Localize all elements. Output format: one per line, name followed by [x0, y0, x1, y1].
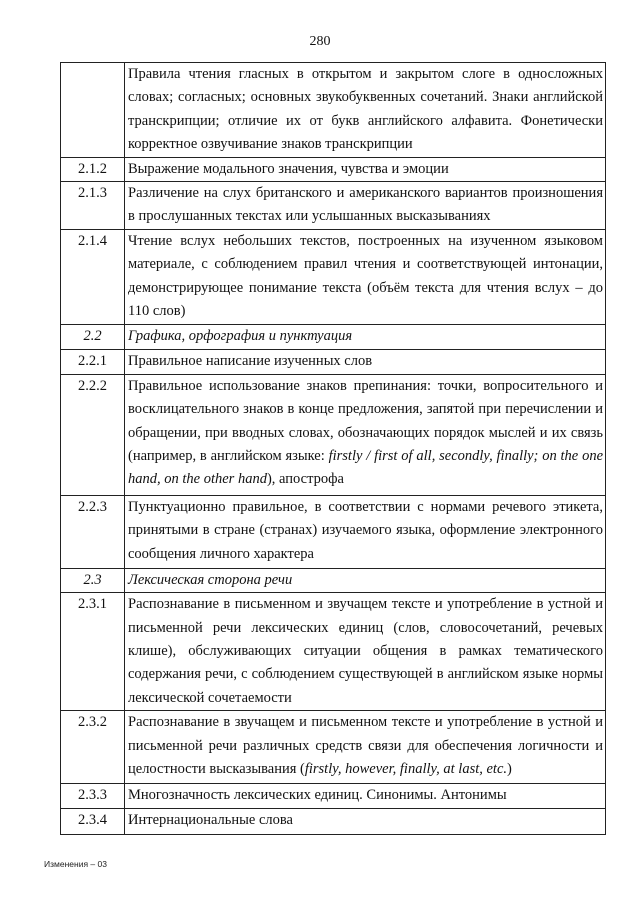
- table-row: [61, 182, 606, 230]
- table-row-section: [61, 568, 606, 592]
- row-text-italic: firstly / first of all, secondly, finally; on the one hand, on the other hand: [128, 448, 604, 488]
- row-code: 2.2.2: [61, 374, 125, 495]
- row-text: [125, 711, 606, 784]
- table-row: [61, 229, 606, 324]
- row-code: [61, 63, 125, 158]
- row-text: Многозначность лексических единиц. Синонимы. Антонимы: [125, 784, 606, 808]
- table-row: [61, 349, 606, 374]
- row-text: Выражение модального значения, чувства и эмоции: [125, 157, 606, 181]
- row-text: [125, 374, 606, 495]
- row-code: 2.1.4: [61, 229, 125, 324]
- table-row: [61, 808, 606, 834]
- row-code: 2.3.2: [61, 711, 125, 784]
- footer-revision: Изменения – 03: [44, 859, 107, 869]
- table-row: [61, 711, 606, 784]
- row-text: Интернациональные слова: [125, 808, 606, 834]
- table-row: [61, 593, 606, 711]
- table-row: [61, 495, 606, 568]
- row-code: 2.1.2: [61, 157, 125, 181]
- row-code: 2.2.1: [61, 349, 125, 374]
- page-number: 280: [309, 34, 331, 49]
- row-text: Пунктуационно правильное, в соответствии с нормами речевого этикета, принятыми в стране (странах) изучаемого языка, оформление электронного сообщения личного характера: [125, 495, 606, 568]
- row-code: 2.1.3: [61, 182, 125, 230]
- row-code: 2.3.4: [61, 808, 125, 834]
- row-text: Правила чтения гласных в открытом и закрытом слоге в односложных словах; согласных; основных звукобуквенных сочетаний. Знаки английской транскрипции; отличие их от букв английского алфавита. Фонетически корректное озвучивание знаков транскрипции: [125, 63, 606, 158]
- row-code: 2.2.3: [61, 495, 125, 568]
- table-row: [61, 63, 606, 158]
- table-row: [61, 784, 606, 808]
- row-text-part: Распознавание в звучащем и письменном тексте и употребление в устной и письменной речи различных средств связи для обеспечения логичности и целостности высказывания (: [128, 714, 603, 778]
- table-row: [61, 374, 606, 495]
- row-text: Распознавание в письменном и звучащем тексте и употребление в устной и письменной речи лексических единиц (слов, словосочетаний, речевых клише), обслуживающих ситуации общения в рамках тематического содержания речи, с соблюдением существующей в английском языке нормы лексической сочетаемости: [125, 593, 606, 711]
- row-text-part: ), апострофа: [266, 471, 344, 488]
- curriculum-table: [60, 62, 606, 835]
- section-title: Графика, орфография и пунктуация: [125, 324, 606, 349]
- row-code: 2.3.3: [61, 784, 125, 808]
- row-text: Правильное написание изученных слов: [125, 349, 606, 374]
- row-text-part: Правильное использование знаков препинания: точки, вопросительного и восклицательного знаков в конце предложения, запятой при перечислении и обращении, при вводных словах, обозначающих порядок мыслей и их связь (например, в английском языке:: [128, 377, 603, 465]
- row-text: Чтение вслух небольших текстов, построенных на изученном языковом материале, с соблюдением правил чтения и соответствующей интонации, демонстрирующее понимание текста (объём текста для чтения вслух – до 110 слов): [125, 229, 606, 324]
- table-row: [61, 157, 606, 181]
- table-row-section: [61, 324, 606, 349]
- section-title: Лексическая сторона речи: [125, 568, 606, 592]
- row-text: Различение на слух британского и американского вариантов произношения в прослушанных текстах или услышанных высказываниях: [125, 182, 606, 230]
- row-text-part: ): [507, 761, 512, 778]
- row-text-italic: firstly, however, finally, at last, etc.: [304, 761, 508, 778]
- section-code: 2.2: [61, 324, 125, 349]
- row-code: 2.3.1: [61, 593, 125, 711]
- section-code: 2.3: [61, 568, 125, 592]
